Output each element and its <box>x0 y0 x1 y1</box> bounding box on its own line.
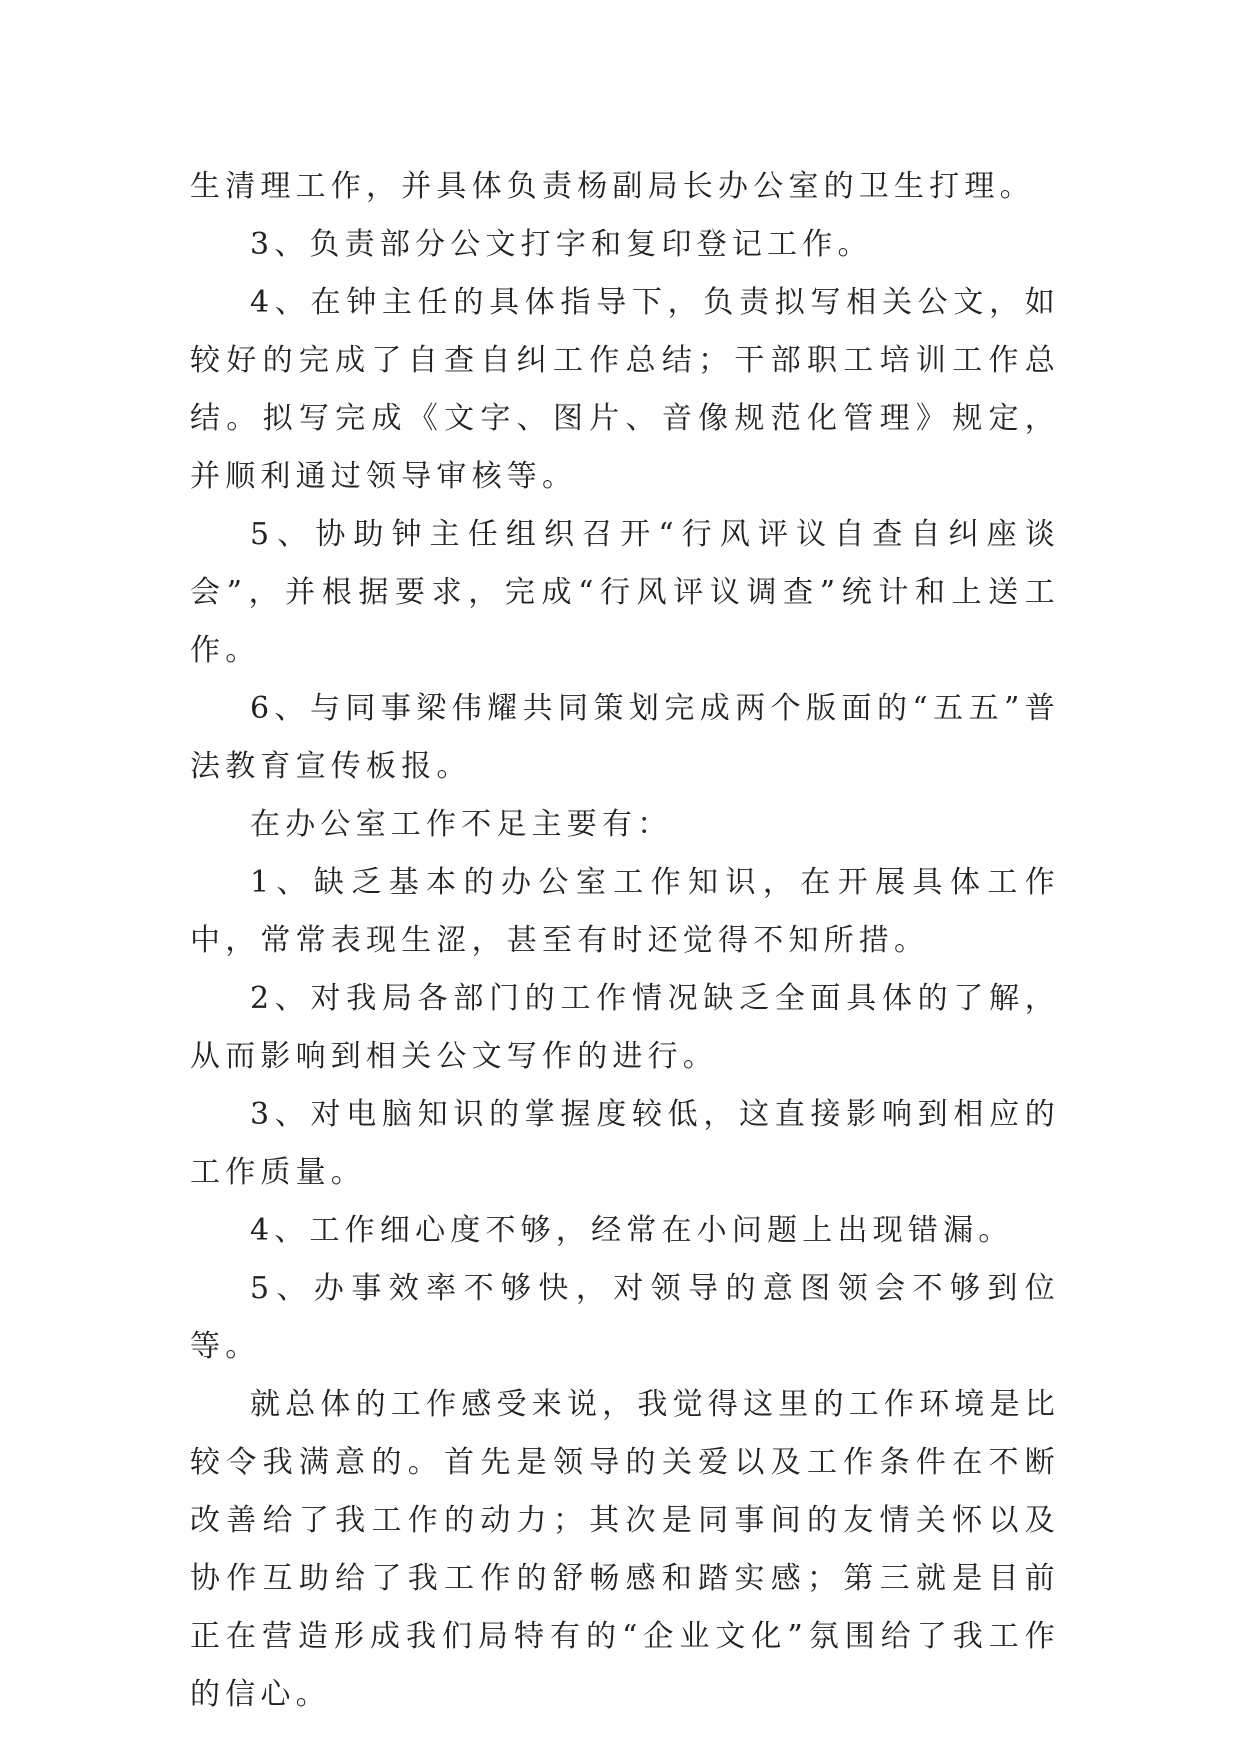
paragraph-shortcoming-efficiency: 5、办事效率不够快，对领导的意图领会不够到位等。 <box>190 1271 1060 1364</box>
paragraph-shortcoming-carefulness: 4、工作细心度不够，经常在小问题上出现错漏。 <box>250 1213 1014 1248</box>
paragraph-shortcoming-knowledge: 1、缺乏基本的办公室工作知识，在开展具体工作中，常常表现生涩，甚至有时还觉得不知所措。 <box>190 865 1060 958</box>
paragraph-drafting-documents: 4、在钟主任的具体指导下，负责拟写相关公文，如较好的完成了自查自纠工作总结；干部职工培训工作总结。拟写完成《文字、图片、音像规范化管理》规定，并顺利通过领导审核等。 <box>190 285 1060 494</box>
paragraph-shortcomings-heading: 在办公室工作不足主要有： <box>250 807 673 842</box>
paragraph-typing-copying: 3、负责部分公文打字和复印登记工作。 <box>250 227 873 262</box>
paragraph-continued-cleaning: 生清理工作，并具体负责杨副局长办公室的卫生打理。 <box>190 169 1035 204</box>
paragraph-shortcoming-computer: 3、对电脑知识的掌握度较低，这直接影响到相应的工作质量。 <box>190 1097 1060 1190</box>
paragraph-meeting-organization: 5、协助钟主任组织召开“行风评议自查自纠座谈会”，并根据要求，完成“行风评议调查”统计和上送工作。 <box>190 517 1060 668</box>
paragraph-bulletin-board: 6、与同事梁伟耀共同策划完成两个版面的“五五”普法教育宣传板报。 <box>190 691 1060 784</box>
paragraph-shortcoming-understanding: 2、对我局各部门的工作情况缺乏全面具体的了解，从而影响到相关公文写作的进行。 <box>190 981 1060 1074</box>
paragraph-overall-feelings: 就总体的工作感受来说，我觉得这里的工作环境是比较令我满意的。首先是领导的关爱以及工作条件在不断改善给了我工作的动力；其次是同事间的友情关怀以及协作互助给了我工作的舒畅感和踏实感；第三就是目前正在营造形成我们局特有的“企业文化”氛围给了我工作的信心。 <box>190 1387 1060 1712</box>
document-body <box>190 158 1060 1724</box>
